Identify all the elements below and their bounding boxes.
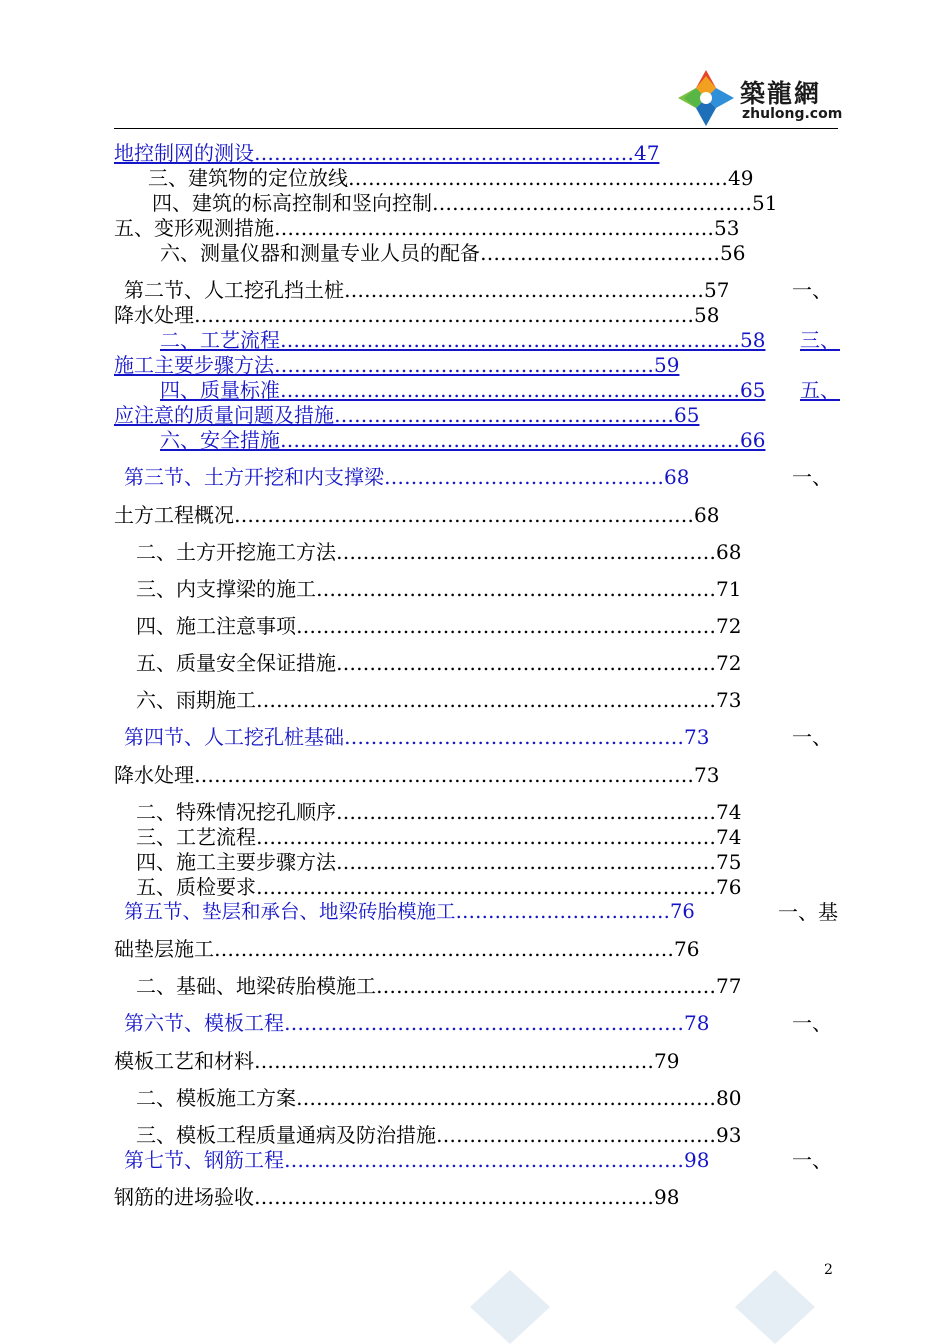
toc-line-14: 土方工程概况……………………………………………………………68 xyxy=(114,503,720,527)
toc-line-22: 二、特殊情况挖孔顺序…………………………………………………74 xyxy=(136,800,742,824)
toc-line-31: 二、模板施工方案………………………………………………………80 xyxy=(136,1086,742,1110)
toc-section-7-tail: 一、 xyxy=(792,1148,832,1172)
logo-domain: zhulong.com xyxy=(742,106,843,122)
toc-line-25: 五、质检要求……………………………………………………………76 xyxy=(136,875,742,899)
toc-line-10[interactable]: 四、质量标准……………………………………………………………65 xyxy=(160,378,766,402)
watermark-logo-icon xyxy=(735,1270,815,1344)
toc-line-3: 四、建筑的标高控制和竖向控制…………………………………………51 xyxy=(152,191,778,215)
toc-line-1[interactable]: 地控制网的测设…………………………………………………47 xyxy=(114,141,660,165)
toc-section-5-tail: 一、基 xyxy=(778,900,838,924)
toc-line-27: 础垫层施工……………………………………………………………76 xyxy=(114,937,700,961)
logo-star-icon xyxy=(676,68,736,128)
toc-line-12[interactable]: 六、安全措施……………………………………………………………66 xyxy=(160,428,766,452)
toc-line-19: 六、雨期施工……………………………………………………………73 xyxy=(136,688,742,712)
toc-line-7: 降水处理…………………………………………………………………58 xyxy=(114,303,720,327)
page-number: 2 xyxy=(824,1262,833,1278)
toc-line-17: 四、施工注意事项………………………………………………………72 xyxy=(136,614,742,638)
toc-line-9[interactable]: 施工主要步骤方法…………………………………………………59 xyxy=(114,353,680,377)
toc-line-6-tail: 一、 xyxy=(792,278,832,302)
watermark-logo-icon xyxy=(470,1270,550,1344)
toc-section-3-tail: 一、 xyxy=(792,465,832,489)
toc-section-6[interactable]: 第六节、模板工程……………………………………………………78 xyxy=(124,1011,710,1035)
toc-line-28: 二、基础、地梁砖胎模施工……………………………………………77 xyxy=(136,974,742,998)
toc-line-21: 降水处理…………………………………………………………………73 xyxy=(114,763,720,787)
toc-line-4: 五、变形观测措施…………………………………………………………53 xyxy=(114,216,740,240)
toc-line-8-tail[interactable]: 三、 xyxy=(800,328,840,352)
toc-section-6-tail: 一、 xyxy=(792,1011,832,1035)
toc-section-4-tail: 一、 xyxy=(792,725,832,749)
toc-section-7[interactable]: 第七节、钢筋工程……………………………………………………98 xyxy=(124,1148,710,1172)
toc-section-3[interactable]: 第三节、土方开挖和内支撑梁……………………………………68 xyxy=(124,465,690,489)
toc-line-2: 三、建筑物的定位放线…………………………………………………49 xyxy=(148,166,754,190)
toc-line-5: 六、测量仪器和测量专业人员的配备………………………………56 xyxy=(160,241,746,265)
zhulong-logo xyxy=(676,66,846,126)
toc-section-5[interactable]: 第五节、垫层和承台、地梁砖胎模施工……………………………76 xyxy=(124,900,695,923)
toc-line-23: 三、工艺流程……………………………………………………………74 xyxy=(136,825,742,849)
toc-line-15: 二、土方开挖施工方法…………………………………………………68 xyxy=(136,540,742,564)
toc-line-11[interactable]: 应注意的质量问题及措施……………………………………………65 xyxy=(114,403,700,427)
toc-section-4[interactable]: 第四节、人工挖孔桩基础……………………………………………73 xyxy=(124,725,710,749)
toc-line-24: 四、施工主要步骤方法…………………………………………………75 xyxy=(136,850,742,874)
toc-line-16: 三、内支撑梁的施工……………………………………………………71 xyxy=(136,577,742,601)
toc-line-30: 模板工艺和材料……………………………………………………79 xyxy=(114,1049,680,1073)
toc-line-8[interactable]: 二、工艺流程……………………………………………………………58 xyxy=(160,328,766,352)
toc-line-18: 五、质量安全保证措施…………………………………………………72 xyxy=(136,651,742,675)
toc-line-34: 钢筋的进场验收……………………………………………………98 xyxy=(114,1185,680,1209)
logo-chinese-name: 築龍網 xyxy=(740,79,822,108)
toc-line-32: 三、模板工程质量通病及防治措施……………………………………93 xyxy=(136,1123,742,1147)
toc-line-10-tail[interactable]: 五、 xyxy=(800,378,840,402)
header-rule xyxy=(114,128,838,129)
toc-line-6: 第二节、人工挖孔挡土桩………………………………………………57 xyxy=(124,278,730,302)
